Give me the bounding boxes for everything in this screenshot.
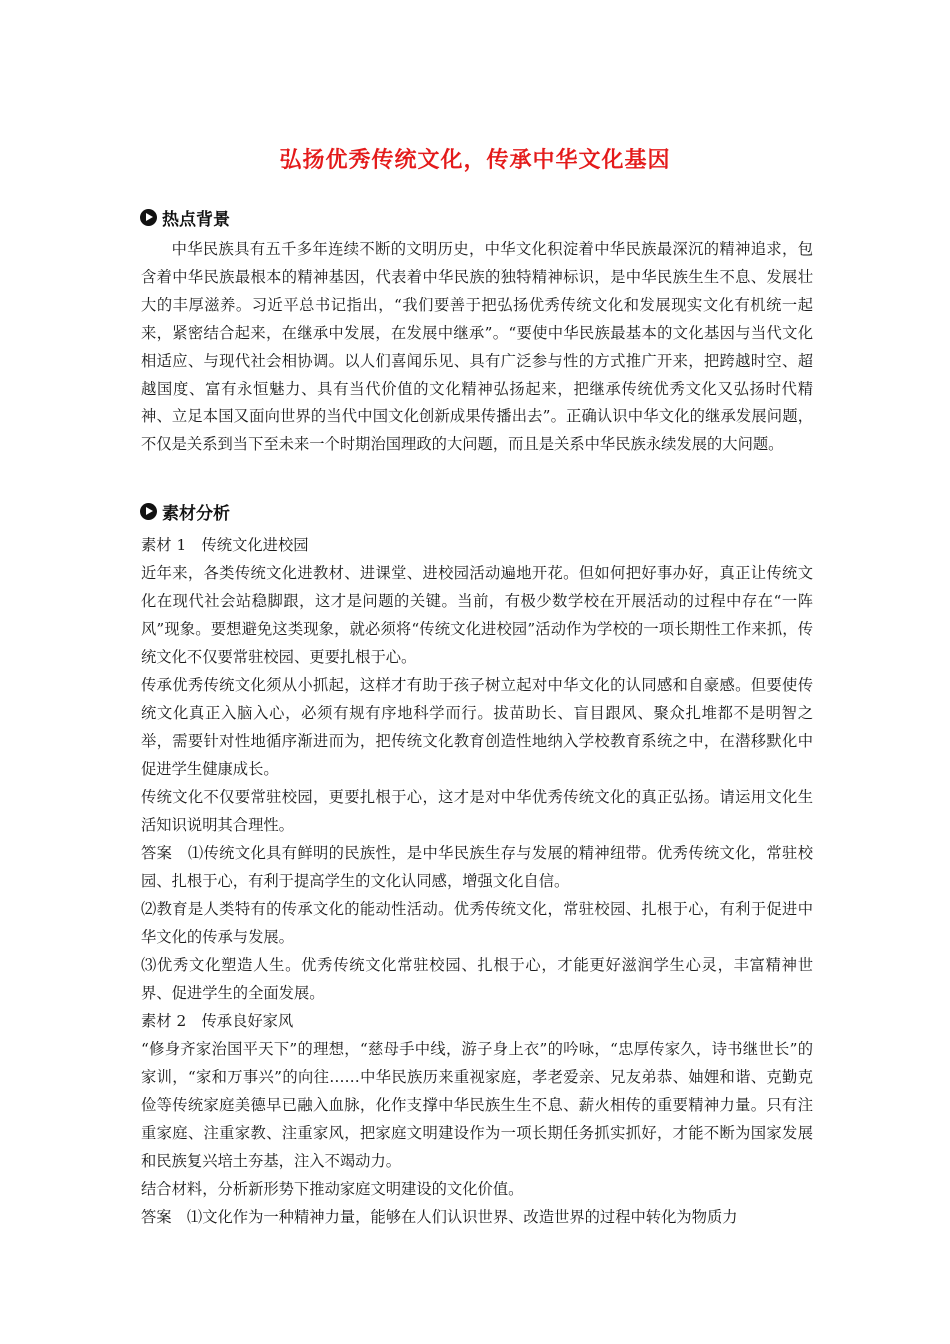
material-1-paragraph-1: 近年来，各类传统文化进教材、进课堂、进校园活动遍地开花。但如何把好事办好，真正让传统文化在现代社会站稳脚跟，这才是问题的关键。当前，有极少数学校在开展活动的过程中存在“一阵风”现象。要想避免这类现象，就必须将“传统文化进校园”活动作为学校的一项长期性工作来抓，传统文化不仅要常驻校园、更要扎根于心。 <box>141 564 813 666</box>
section-header-label: 热点背景 <box>162 209 230 230</box>
background-paragraph: 中华民族具有五千多年连续不断的文明历史，中华文化积淀着中华民族最深沉的精神追求，包含着中华民族最根本的精神基因，代表着中华民族的独特精神标识，是中华民族生生不息、发展壮大的丰厚滋养。习近平总书记指出，“我们要善于把弘扬优秀传统文化和发展现实文化有机统一起来，紧密结合起来，在继承中发展，在发展中继承”。“要使中华民族最基本的文化基因与当代文化相适应、与现代社会相协调。以人们喜闻乐见、具有广泛参与性的方式推广开来，把跨越时空、超越国度、富有永恒魅力、具有当代价值的文化精神弘扬起来，把继承传统优秀文化又弘扬时代精神、立足本国又面向世界的当代中国文化创新成果传播出去”。正确认识中华文化的继承发展问题，不仅是关系到当下至未来一个时期治国理政的大问题，而且是关系中华民族永续发展的大问题。 <box>141 240 813 454</box>
material-2-question: 结合材料，分析新形势下推动家庭文明建设的文化价值。 <box>141 1180 524 1198</box>
section-header-analysis <box>140 499 230 523</box>
page-title: 弘扬优秀传统文化，传承中华文化基因 <box>279 148 671 173</box>
play-arrow-icon <box>140 209 157 226</box>
section-header-label: 素材分析 <box>162 503 230 524</box>
section-header-background <box>140 205 230 229</box>
material-2-label: 素材 2 传承良好家风 <box>141 1012 294 1030</box>
play-arrow-icon <box>140 503 157 520</box>
material-1-question: 传统文化不仅要常驻校园，更要扎根于心，这才是对中华优秀传统文化的真正弘扬。请运用文化生活知识说明其合理性。 <box>141 788 813 834</box>
material-1-label: 素材 1 传统文化进校园 <box>141 536 309 554</box>
material-1-answer-3: ⑶优秀文化塑造人生。优秀传统文化常驻校园、扎根于心，才能更好滋润学生心灵，丰富精神世界、促进学生的全面发展。 <box>141 956 813 1002</box>
material-1-answer-2: ⑵教育是人类特有的传承文化的能动性活动。优秀传统文化，常驻校园、扎根于心，有利于促进中华文化的传承与发展。 <box>141 900 813 946</box>
material-1-answer-1: 答案 ⑴传统文化具有鲜明的民族性，是中华民族生存与发展的精神纽带。优秀传统文化，常驻校园、扎根于心，有利于提高学生的文化认同感，增强文化自信。 <box>141 844 813 890</box>
material-2-answer-1: 答案 ⑴文化作为一种精神力量，能够在人们认识世界、改造世界的过程中转化为物质力 <box>141 1208 738 1226</box>
material-1-paragraph-2: 传承优秀传统文化须从小抓起，这样才有助于孩子树立起对中华文化的认同感和自豪感。但要使传统文化真正入脑入心，必须有规有序地科学而行。拔苗助长、盲目跟风、聚众扎堆都不是明智之举，需要针对性地循序渐进而为，把传统文化教育创造性地纳入学校教育系统之中，在潜移默化中促进学生健康成长。 <box>141 676 813 778</box>
material-2-paragraph-1: “修身齐家治国平天下”的理想，“慈母手中线，游子身上衣”的吟咏，“忠厚传家久，诗书继世长”的家训，“家和万事兴”的向往……中华民族历来重视家庭，孝老爱亲、兄友弟恭、妯娌和谐、克勤克俭等传统家庭美德早已融入血脉，化作支撑中华民族生生不息、薪火相传的重要精神力量。只有注重家庭、注重家教、注重家风，把家庭文明建设作为一项长期任务抓实抓好，才能不断为国家发展和民族复兴培土夯基，注入不竭动力。 <box>141 1040 813 1170</box>
